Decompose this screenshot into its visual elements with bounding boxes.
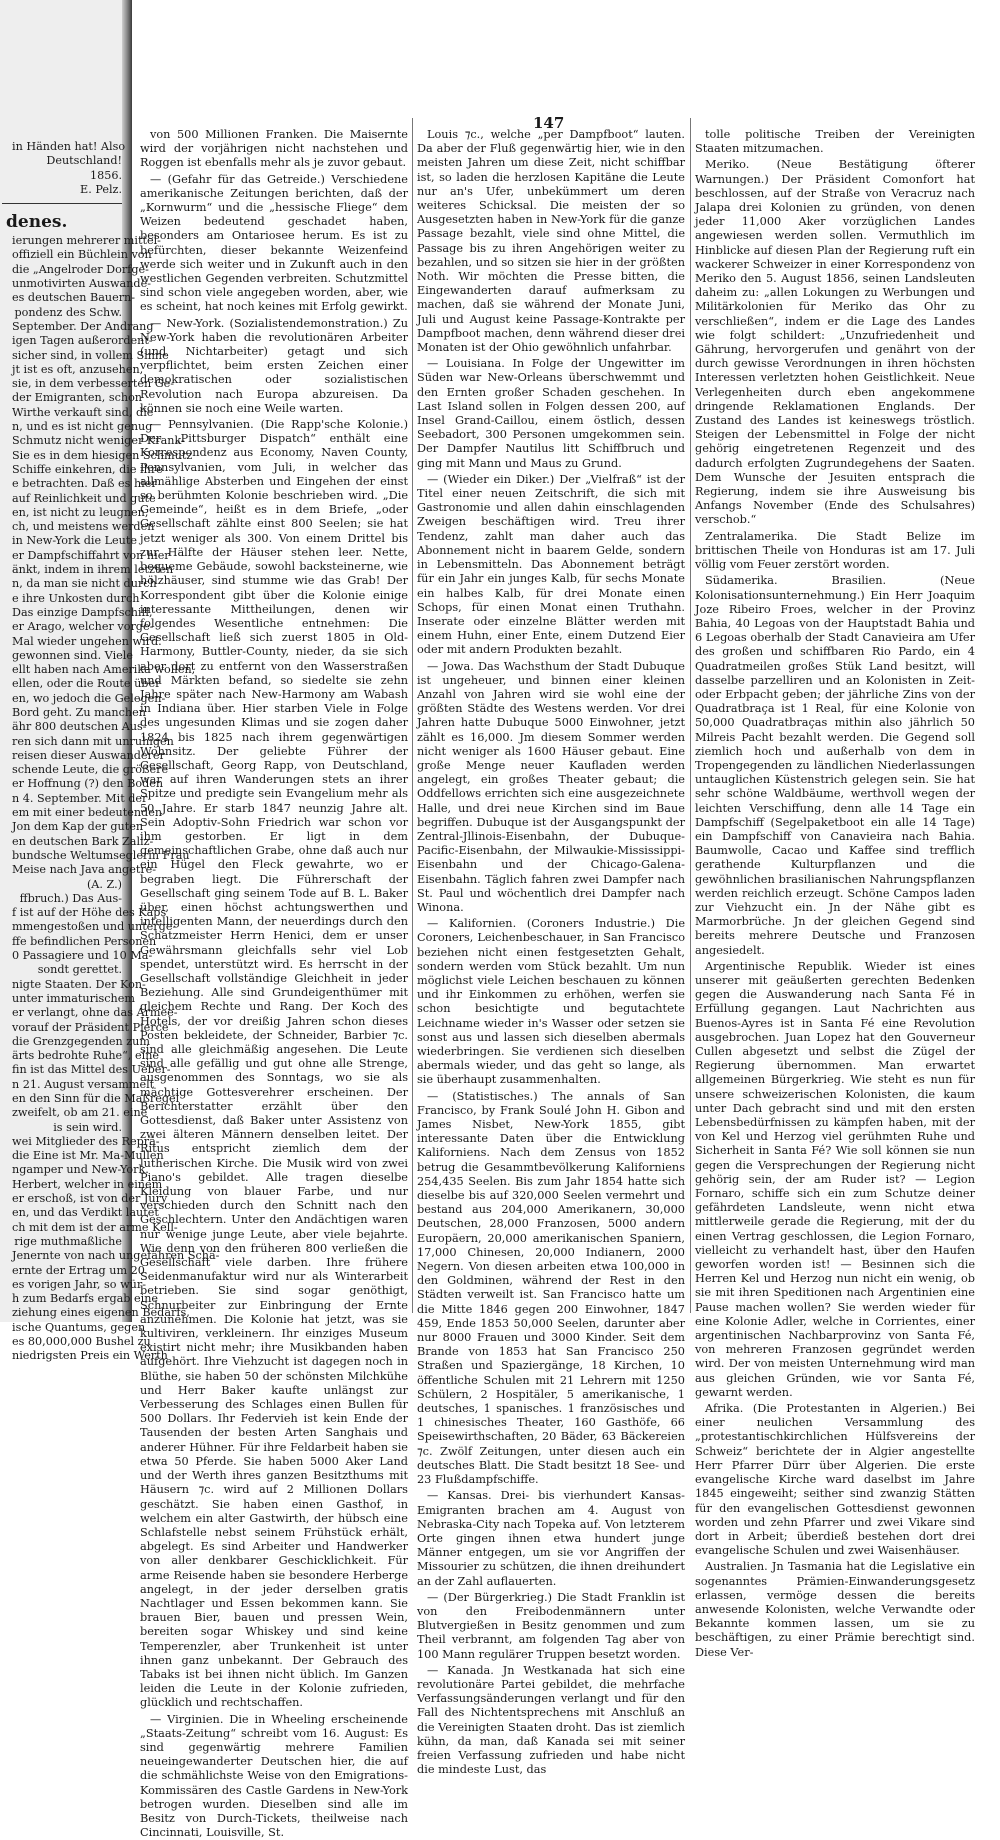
fragment-line: in New-York die Leute	[12, 534, 137, 548]
fragment-line: sondt gerettet.	[37, 963, 122, 977]
fragment-line: Wirthe verkauft sind, die	[12, 405, 154, 419]
article-paragraph: Meriko. (Neue Bestätigung öfterer Warnungen.) Der Präsident Comonfort hat beschlossen, auf der Straße von Veracruz nach Jalapa drei Kolonien zu gründen, von denen jeder 11,000 Aker vorzüglichen Landes angewiesen werden sollen. Vermuthlich im Hinblicke auf diesen Plan der Regierung ruft ein wackerer Schweizer in einer Korrespondenz von Meriko den 5. August 1856, seinen Landsleuten daheim zu: „allen Lokungen zu Werbungen und Militärkolonien für Meriko das Ohr zu verschließen“, indem er die Lage des Landes wie folgt schildert: „Unzufriedenheit und Gährung, hervorgerufen und genährt von der durch gewisse Verordnungen in ihren höchsten Interessen verletzten hohen Geistlichkeit. Neue Verlegenheiten durch eben angekommene dringende Reklamationen Englands. Der Zustand des Landes ist keineswegs tröstlich. Steigen der Lebensmittel in Folge der nicht gehörig eingetretenen Regenzeit und des dadurch erfolgten Zugrundegehens der Saaten. Dem Wunsche der Jesuiten entsprach die Regierung, indem sie ihre Ausweisung bis Anfangs November (Ende des Schulsahres) verschob.“	[695, 158, 975, 527]
fragment-line: e ihre Unkosten durch	[12, 591, 140, 605]
fragment-line: f ist auf der Höhe des Kaps	[12, 906, 167, 920]
fragment-line: en, ist nicht zu leugnen,	[12, 505, 149, 519]
fragment-line: en, wo jedoch die Gelegen-	[12, 691, 166, 705]
left-fragment-column	[2, 140, 220, 1363]
article-paragraph: Zentralamerika. Die Stadt Belize im brittischen Theile von Honduras ist am 17. Juli völlig vom Feuer zerstört worden.	[695, 529, 975, 572]
fragment-line: ierungen mehrerer mittel-	[12, 234, 161, 248]
page-number: 147	[533, 114, 565, 132]
column-rule	[690, 118, 691, 1313]
fragment-line: es deutschen Bauern-	[12, 291, 136, 305]
column-2	[417, 128, 685, 1777]
article-paragraph: — Kalifornien. (Coroners Industrie.) Die Coroners, Leichenbeschauer, in San Francisco beziehen nicht einen festgesetzten Gehalt, sondern werden vom Stück bezahlt. Um nun möglichst viele Leichen beschauen zu können und ihr Einkommen zu erhöhen, werfen sie schon besichtigte und begutachtete Leichname wieder in's Wasser oder setzen sie sonst aus und lassen sich dieselben abermals wiederbringen. Sie verdienen sich dieselben abermals wieder, und das geht so lange, als sie überhaupt zusammenhalten.	[417, 917, 685, 1087]
fragment-line: n, da man sie nicht durch	[12, 577, 157, 591]
fragment-line: fin ist das Mittel des Ueber-	[12, 1063, 171, 1077]
fragment-rule	[2, 203, 122, 204]
fragment-line: 1856.	[89, 168, 122, 182]
fragment-line: sicher sind, in vollem Sinne	[12, 348, 169, 362]
fragment-line: Sie es in dem hiesigen Schmutz	[12, 448, 193, 462]
fragment-line: unter immaturischem	[12, 991, 135, 1005]
fragment-line: jt ist es oft, anzusehen,	[12, 362, 144, 376]
column-1	[140, 128, 408, 1840]
fragment-line: en, und das Verdikt lautet	[12, 1206, 159, 1220]
fragment-line: Schiffe einkehren, die ihre	[12, 462, 163, 476]
previous-page-fragment	[0, 0, 220, 1363]
fragment-line: nigte Staaten. Der Kon-	[12, 977, 146, 991]
fragment-line: September. Der Andrang	[12, 319, 154, 333]
fragment-line: ziehung eines eigenen Bedarfs,	[12, 1306, 190, 1320]
article-paragraph: — Kanada. Jn Westkanada hat sich eine revolutionäre Partei gebildet, die mehrfache Verfassungsänderungen verlangt und für den Fall des Nichtentsprechens mit Anschluß an die Vereinigten Staaten droht. Das ist ziemlich kühn, da man, daß Kanada sei mit seiner freien Verfassung zufrieden und habe nicht die mindeste Lust, das	[417, 1663, 685, 1777]
fragment-line: Meise nach Java angetre-	[12, 863, 157, 877]
fragment-line: reisen dieser Auswanderer	[12, 748, 165, 762]
fragment-line: ärts bedrohte Ruhe“, eine	[12, 1049, 160, 1063]
article-paragraph: Afrika. (Die Protestanten in Algerien.) Bei einer neulichen Versammlung des „protestantischkirchlichen Hülfsvereins der Schweiz“ berichtete der in Algier angestellte Herr Pfarrer Dürr über Algerien. Die erste evangelische Kirche ward daselbst im Jahre 1845 eingeweiht; seither sind zwanzig Stätten für den evangelischen Gottesdienst gewonnen worden und zehn Pfarrer und zwei Vikare sind dort in Arbeit; überdieß bestehen dort drei evangelische Schulen und zwei Waisenhäuser.	[695, 1402, 975, 1558]
article-paragraph: — Jowa. Das Wachsthum der Stadt Dubuque ist ungeheuer, und binnen einer kleinen Anzahl von Jahren wird sie wohl eine der größten Städte des Westens werden. Vor drei Jahren hatte Dubuque 5000 Einwohner, jetzt zählt es 16,000. Jm diesem Sommer werden nicht weniger als 1600 Häuser gebaut. Eine große Menge neuer Kaufladen werden angelegt, ein großes Theater gebaut; die Oddfellows errichten sich eine ausgezeichnete Halle, und drei neue Kirchen sind im Baue begriffen. Dubuque ist der Ausgangspunkt der Zentral-Jllinois-Eisenbahn, der Dubuque-Pacific-Eisenbahn, der Milwaukie-Mississippi-Eisenbahn und der Chicago-Galena-Eisenbahn. Täglich fahren zwei Dampfer nach St. Paul und wöchentlich drei Dampfer nach Winona.	[417, 659, 685, 914]
article-paragraph: Südamerika. Brasilien. (Neue Kolonisationsunternehmung.) Ein Herr Joaquim Joze Ribeiro Froes, welcher in der Provinz Bahia, 40 Legoas von der Hauptstadt Bahia und 6 Legoas oberhalb der Stadt Canavieira am Ufer des großen und schiffbaren Rio Pardo, ein 4 Quadratmeilen großes Stük Land besitzt, will dasselbe parzelliren und an Kolonisten in Zeit- oder Erbpacht geben; der jährliche Zins von der Quadratbraça ist 1 Real, für eine Kolonie von 50,000 Quadratbraças mithin also jährlich 50 Milreis Pacht bezahlt werden. Die Gegend soll ziemlich hoch und außerhalb von dem in Tropengegenden zu ländlichen Niederlassungen untauglichen Küstenstrich gelegen sein. Sie hat sehr schöne Waldbäume, werthvoll wegen der leichten Verschiffung, denn alle 14 Tage ein Dampfschiff (Segelpaketboot ein alle 14 Tage) ein Dampfschiff von Canavieira nach Bahia. Baumwolle, Cacao und Kaffee sind trefflich gerathende Kulturpflanzen und die gewöhnlichen brasilianischen Nahrungspflanzen werden reichlich erzeugt. Schöne Campos laden zur Viehzucht ein. Jn der Nähe gibt es Marmorbrüche. Jn der gleichen Gegend sind bereits mehrere Deutsche und Franzosen angesiedelt.	[695, 574, 975, 957]
article-paragraph: Louis ⁊c., welche „per Dampfboot“ lauten. Da aber der Fluß gegenwärtig hier, wie in den meisten Jahren um diese Zeit, nicht schiffbar ist, so laden die herzlosen Kapitäne die Leute nur an's Ufer, unbekümmert um deren weiteres Schicksal. Die meisten der so Ausgesetzten haben in New-York für die ganze Passage bezahlt, viele sind ohne Mittel, die Passage bis zu ihren Angehörigen weiter zu bezahlen, und so sitzen sie hier in der größten Noth. Wir möchten die Presse bitten, die Eingewanderten darauf aufmerksam zu machen, daß sie während der Monate Juni, Juli und August keine Passage-Kontrakte per Dampfboot machen, denn während dieser drei Monaten ist der Ohio gewöhnlich unfahrbar.	[417, 128, 685, 355]
fragment-line: er Arago, welcher vorge-	[12, 620, 154, 634]
fragment-line: er Hoffnung (?) den Boden	[12, 777, 164, 791]
fragment-line: unmotivirten Auswande-	[12, 277, 151, 291]
fragment-line: auf Reinlichkeit und gute	[12, 491, 156, 505]
fragment-line: bundsche Weltumseglerin Frau	[12, 848, 190, 862]
article-paragraph: — Louisiana. In Folge der Ungewitter im Süden war New-Orleans überschwemmt und den Ernten großer Schaden geschehen. In Last Island sollen in Folgen dessen 200, auf Insel Grand-Caillou, einem östlich, dessen Seebadort, 300 Personen umgekommen sein. Der Dampfer Nautilus litt Schiffbruch und ging mit Mann und Maus zu Grund.	[417, 357, 685, 470]
article-paragraph: — (Statistisches.) The annals of San Francisco, by Frank Soulé John H. Gibon and James Nisbet, New-York 1855, gibt interessante Daten über die Entwicklung Kaliforniens. Nach dem Zensus von 1852 betrug die Gesammtbevölkerung Kaliforniens 254,435 Seelen. Bis zum Jahr 1854 hatte sich dieselbe bis auf 320,000 Seelen vermehrt und bestand aus 204,000 Amerikanern, 30,000 Deutschen, 28,000 Franzosen, 5000 andern Europäern, 20,000 amerikanischen Spaniern, 17,000 Chinesen, 20,000 Indianern, 2000 Negern. Von diesen arbeiten etwa 100,000 in den Goldminen, während der Rest in den Städten verweilt ist. San Francisco hatte um die Mitte 1846 gegen 200 Einwohner, 1847 459, Ende 1853 50,000 Seelen, darunter aber nur 8000 Frauen und 3000 Kinder. Seit dem Brande von 1853 hat San Francisco 250 Straßen und Spaziergänge, 18 Kirchen, 10 öffentliche Schulen mit 21 Lehrern mit 1250 Schülern, 2 Hospitäler, 5 amerikanische, 1 deutsches, 1 spanisches. 1 französisches und 1 chinesisches Theater, 160 Gasthöfe, 66 Speisewirthschaften, 20 Bäder, 63 Bäckereien ⁊c. Zwölf Zeitungen, unter diesen auch ein deutsches Blatt. Die Stadt besitzt 18 See- und 23 Flußdampfschiffe.	[417, 1089, 685, 1487]
fragment-line: der Emigranten, schon	[12, 391, 143, 405]
fragment-line: sie, in dem verbesserten Ge-	[12, 377, 175, 391]
fragment-heading: denes.	[6, 212, 68, 233]
fragment-signature: E. Pelz.	[80, 182, 122, 196]
fragment-line: ische Quantums, gegen	[12, 1320, 146, 1334]
fragment-line: er Dampfschiffahrt von hier	[12, 548, 170, 562]
fragment-line: die Grenzgegenden zum	[12, 1034, 150, 1048]
fragment-line: e betrachten. Daß es hier	[12, 477, 157, 491]
fragment-line: Das einzige Dampfschiff,	[12, 605, 153, 619]
fragment-line: ffbruch.) Das Aus-	[19, 891, 122, 905]
fragment-line: offiziell ein Büchlein von	[12, 248, 152, 262]
fragment-line: n 21. August versammelt	[12, 1077, 155, 1091]
article-paragraph: — Virginien. Die in Wheeling erscheinende „Staats-Zeitung“ schreibt vom 16. August: Es sind gegenwärtig mehrere Familien neueingewanderter Deutschen hier, die auf die schmählichste Weise von den Emigrations-Kommissären des Castle Gardens in New-York betrogen wurden. Dieselben sind alle im Besitz von Durch-Tickets, theilweise nach Cincinnati, Louisville, St.	[140, 1712, 408, 1840]
fragment-line: ernte der Ertrag um 20	[12, 1263, 145, 1277]
fragment-line: n 4. September. Mit der	[12, 791, 148, 805]
fragment-line: pondenz des Schw.	[14, 305, 122, 319]
fragment-line: gewonnen sind. Viele	[12, 648, 133, 662]
fragment-line: ngamper und New-York.	[12, 1163, 149, 1177]
fragment-line: 0 Passagiere und 10 Ma-	[12, 949, 153, 963]
fragment-line: Deutschland!	[46, 154, 122, 168]
column-3	[695, 128, 975, 1659]
fragment-line: Bord geht. Zu manchen	[12, 705, 146, 719]
fragment-line: em mit einer bedeutenden	[12, 806, 163, 820]
fragment-line: wei Mitglieder des Reprä-	[12, 1134, 160, 1148]
fragment-line: niedrigsten Preis ein Werth	[12, 1349, 168, 1363]
fragment-line: Mal wieder ungehen wird.	[12, 634, 162, 648]
article-paragraph: Australien. Jn Tasmania hat die Legislative ein sogenanntes Prämien-Einwanderungsgesetz erlassen, vermöge dessen die bereits anwesende Kolonisten, welche Verwandte oder Bekannte kommen lassen, um sie zu beschäftigen, zu einer Prämie berechtigt sind. Diese Ver-	[695, 1560, 975, 1659]
fragment-line: is sein wird.	[53, 1120, 122, 1134]
fragment-line: ähr 800 deutschen Aus-	[12, 720, 147, 734]
article-paragraph: Argentinische Republik. Wieder ist eines unserer mit geäußerten gerechten Bedenken gegen die Auswanderung nach Santa Fé in Erfüllung gegangen. Laut Nachrichten aus Buenos-Ayres ist in Santa Fé eine Revolution ausgebrochen. Juan Lopez hat den Gouverneur Cullen abgesetzt und selbst die Zügel der Regierung übernommen. Man erwartet allgemeinen Bürgerkrieg. Wie steht es nun für unsere schweizerischen Kolonisten, die kaum unter Dach gebracht sind und mit den ersten Lebensbedürfnissen zu kämpfen haben, mit der von Kel und Herzog viel gerühmten Ruhe und Sicherheit in Santa Fé? Wie soll können sie nun gegen die Versprechungen der Regierung nicht gehörig sein, der am Ruder ist? — Legion Fornaro, schiffe sich ein zum Schutze deiner gefährdeten Landsleute, wenn nicht etwa mittlerweile gerade die Regierung, mit der du einen Vertrag geschlossen, die Legion Fornaro, vielleicht zu verhandelt hast, über den Haufen geworfen worden ist! — Besinnen sich die Herren Kel und Herzog nun nicht ein wenig, ob sie mit ihren Speditionen nach Argentinien eine Pause machen wollen? Sie werden wieder für eine Kolonie Adler, welche in Corrientes, einer argentinischen Nachbarprovinz von Santa Fé, von mehreren Franzosen gegründet werden wird. Der von meisten Unternehmung wird man aus gleichen Gründen, wie vor Santa Fé, gewarnt werden.	[695, 959, 975, 1399]
fragment-line: mmengestoßen und unterge-	[12, 920, 177, 934]
fragment-line: schende Leute, die größere	[12, 763, 169, 777]
fragment-line: änkt, indem in ihrem letzten	[12, 563, 174, 577]
fragment-line: Jenernte von nach ungefähren Schä-	[12, 1249, 220, 1263]
article-paragraph: — Kansas. Drei- bis vierhundert Kansas-Emigranten brachen am 4. August von Nebraska-City nach Topeka auf. Von letzterem Orte gingen ihnen etwa hundert junge Männer entgegen, um sie vor Angriffen der Missourier zu schützen, die ihnen dreihundert an der Zahl auflauerten.	[417, 1489, 685, 1588]
article-paragraph: — New-York. (Sozialistendemonstration.) Zu New-York haben die revolutionären Arbeiter (und Nichtarbeiter) getagt und sich verpflichtet, beim ersten Zeichen einer demokratischen oder sozialistischen Revolution nach Europa abzureisen. Da können sie noch eine Weile warten.	[140, 316, 408, 415]
fragment-line: (A. Z.)	[86, 877, 122, 891]
article-paragraph: — (Wieder ein Diker.) Der „Vielfraß“ ist der Titel einer neuen Zeitschrift, die sich mit Gastronomie und allen dahin einschlagenden Zweigen beschäftigen wird. Treu ihrer Tendenz, zahlt man daher auch das Abonnement nicht in baarem Gelde, sondern in Lebensmitteln. Das Abonnement beträgt für ein Jahr ein junges Kalb, für sechs Monate ein halbes Kalb, für drei Monate einen Schops, für einen Monat einen Truthahn. Inserate oder einzelne Blätter werden mit einem Huhn, einer Ente, einem Dutzend Eier oder mit andern Produkten bezahlt.	[417, 472, 685, 657]
fragment-line: igen Tagen außerordent-	[12, 334, 153, 348]
column-rule	[412, 118, 413, 1313]
fragment-line: Jon dem Kap der guten	[12, 820, 144, 834]
fragment-line: ren sich dann mit unruhigen	[12, 734, 174, 748]
fragment-line: en deutschen Bark Zaliz-	[12, 834, 154, 848]
fragment-line: Herbert, welcher in einem	[12, 1177, 163, 1191]
article-paragraph: — (Gefahr für das Getreide.) Verschiedene amerikanische Zeitungen berichten, daß der „Kornwurm“ und die „hessische Fliege“ dem Weizen bedeutend geschadet haben, besonders am Ontariosee herum. Es ist zu befürchten, dieser bekannte Weizenfeind werde sich weiter und in Zukunft auch in den westlichen Gegenden verbreiten. Schutzmittel sind schon viele angegeben worden, aber, wie es scheint, hat noch keines mit Erfolg gewirkt.	[140, 172, 408, 314]
fragment-line: ffe befindlichen Personen	[12, 934, 157, 948]
fragment-line: zweifelt, ob am 21. eine	[12, 1106, 148, 1120]
fragment-line: h zum Bedarfs ergab eine	[12, 1292, 159, 1306]
fragment-line: en den Sinn für die Maßregel	[12, 1092, 180, 1105]
article-paragraph: von 500 Millionen Franken. Die Maisernte wird der vorjährigen nicht nachstehen und Roggen ist ebenfalls mehr als je zuvor gebaut.	[140, 128, 408, 170]
fragment-line: die „Angelroder Dorfge-	[12, 262, 149, 276]
fragment-line: ch, und meistens werden	[12, 520, 155, 534]
article-paragraph: — Pennsylvanien. (Die Rapp'sche Kolonie.) Der „Pittsburger Dispatch“ enthält eine Korrespondenz aus Economy, Naven County, Pennsylvanien, vom Juli, in welcher das allmählige Absterben und Eingehen der einst so berühmten Kolonie beschrieben wird. „Die Gemeinde“, heißt es in dem Briefe, „oder Gesellschaft zählte einst 800 Seelen; sie hat jetzt weniger als 300. Von einem Drittel bis zur Hälfte der Häuser stehen leer. Nette, bequeme Gebäude, sowohl backsteinerne, wie hölzhäuser, sind stumme wie das Grab! Der Korrespondent gibt über die Kolonie einige interessante Mittheilungen, denen wir folgendes Wesentliche entnehmen: Die Gesellschaft ließ sich zuerst 1805 in Old-Harmony, Buttler-County, nieder, da sie sich aber dort zu entfernt von den Wasserstraßen und Märkten befand, so siedelte sie zehn Jahre später nach New-Harmony am Wabash in Indiana über. Hier starben Viele in Folge des ungesunden Klimas und sie zogen daher 1824 bis 1825 nach ihrem gegenwärtigen Wohnsitz. Der geliebte Führer der Gesellschaft, Georg Rapp, von Deutschland, war auf ihren Wanderungen stets an ihrer Spitze und predigte sein Evangelium mehr als 50 Jahre. Er starb 1847 neunzig Jahre alt. Sein Adoptiv-Sohn Friedrich war schon vor ihm gestorben. Er ligt in dem gemeinschaftlichen Grabe, ohne daß auch nur ein Hügel den Fleck gewahrte, wo er begraben liegt. Die Führerschaft der Gesellschaft ging seinem Tode auf B. L. Baker über, einen höchst achtungswerthen und intelligenten Mann, der neuerdings durch den Schatzmeister Herrn Henici, dem er unser Gewährsmann gleichfalls sehr viel Lob spendet, unterstützt wird. Es herrscht in der Gesellschaft vollständige Gleichheit in jeder Beziehung. Alle sind Grundeigenthümer mit gleichem Rechte und Rang. Der Koch des Hotels, der vor dreißig Jahren schon dieses Posten bekleidete, der Schneider, Barbier ⁊c. sind alle gleichmäßig angesehen. Die Leute sind alle gefällig und gut ohne alle Strenge, ausgenommen des Sonntags, wo sie als mächtige Gottesverehrer erscheinen. Der Berichterstatter erzählt über den Gottesdienst, daß Baker unter Assistenz von zwei älteren Männern denselben leitet. Der Ritus entspricht ziemlich dem der lutherischen Kirche. Die Musik wird von zwei Piano's gebildet. Alle tragen dieselbe Kleidung von blauer Farbe, und nur verschieden durch den Schnitt nach den Geschlechtern. Unter den Andächtigen waren nur wenige junge Leute, aber viele bejahrte. Wie denn von den früheren 800 verließen die Gesellschaft viele darben. Ihre frühere Seidenmanufaktur wird nur als Winterarbeit betrieben. Sie sind sogar genöthigt, Schnurbeiter zur Einbringung der Ernte anzunehmen. Die Kolonie hat jetzt, was sie kultiviren, verkleinern. Ihr einziges Museum existirt nicht mehr; ihre Musikbanden haben aufgehört. Ihre Viehzucht ist dagegen noch in Blüthe, sie haben 50 der schönsten Milchkühe und Herr Baker kaufte unlängst zur Verbesserung des Schlages einen Bullen für 500 Dollars. Ihr Federvieh ist kein Ende der Tausenden der besten Arten Sanghais und anderer Hühner. Für ihre Feldarbeit haben sie etwa 50 Pferde. Sie haben 5000 Aker Land und der Werth ihres ganzen Besitzthums mit Häusern ⁊c. wird auf 2 Millionen Dollars geschätzt. Sie haben einen Gasthof, in welchem ein alter Gastwirth, der hübsch eine Schlafstelle nebst seinem Frühstück erhält, abgelegt. Es sind Arbeiter und Handwerker von aller denkbarer Geschicklichkeit. Für arme Reisende haben sie besondere Herberge angelegt, in der jeder derselben gratis Nachtlager und Essen bekommen kann. Sie brauen Bier, bauen und pressen Wein, bereiten sogar Whiskey und sind keine Temperenzler, aber Trunkenheit ist unter ihnen ganz unbekannt. Der Gebrauch des Tabaks ist bei ihnen nicht üblich. Im Ganzen leiden die Leute in der Kolonie zufrieden, glücklich und rechtschaffen.	[140, 418, 408, 1710]
fragment-line: es vorigen Jahr, so wür-	[12, 1277, 146, 1291]
fragment-line: in Händen hat! Also	[12, 140, 126, 153]
fragment-line: die Eine ist Mr. Ma-Mullen	[12, 1149, 164, 1163]
fragment-line: er verlangt, ohne das Armee-	[12, 1006, 178, 1020]
fragment-line: rige muthmaßliche	[14, 1234, 122, 1248]
fragment-line: es 80,000,000 Bushel zu	[12, 1335, 151, 1349]
fragment-line: ellen, oder die Route über	[12, 677, 161, 691]
fragment-body	[2, 234, 220, 1363]
article-paragraph: tolle politische Treiben der Vereinigten Staaten mitzumachen.	[695, 128, 975, 156]
fragment-line: vorauf der Präsident Pierce	[12, 1020, 169, 1034]
fragment-line: Schmutz nicht weniger Krank-	[12, 434, 185, 448]
article-paragraph: — (Der Bürgerkrieg.) Die Stadt Franklin ist von den Freibodenmännern unter Blutvergießen in Besitz genommen und zum Theil verbrannt, am folgenden Tag aber von 100 Mann regulärer Truppen besetzt worden.	[417, 1590, 685, 1661]
fragment-line: n, und es ist nicht genug	[12, 420, 153, 434]
fragment-line: er erschoß, ist von der Jury	[12, 1192, 168, 1206]
fragment-line: ch mit dem ist der arme Kell-	[12, 1220, 178, 1234]
fragment-line: ellt haben nach Amerika wollen,	[12, 663, 196, 677]
